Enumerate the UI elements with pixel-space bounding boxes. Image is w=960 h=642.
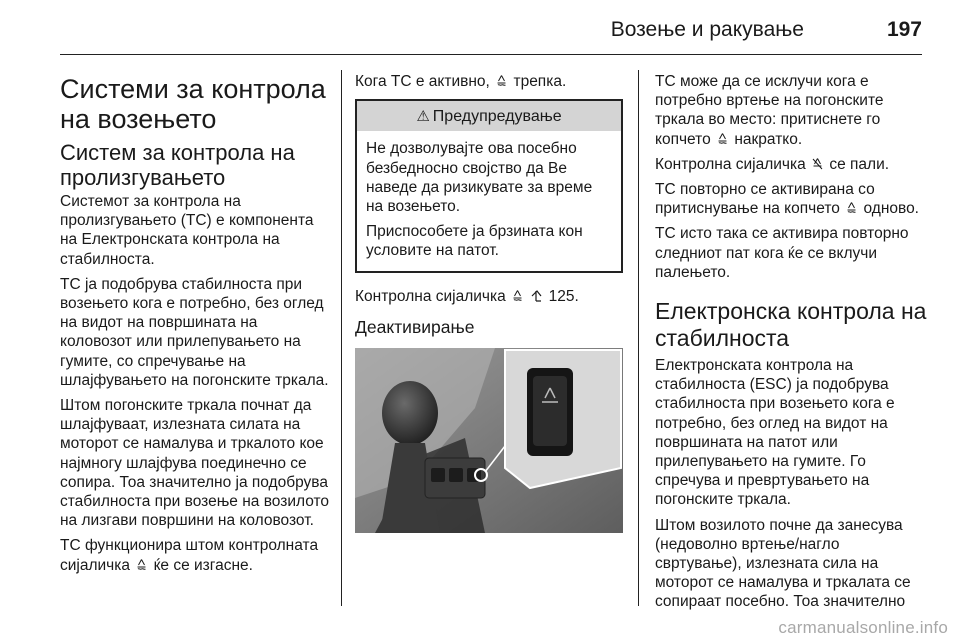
warning-box (355, 99, 623, 272)
paragraph (655, 155, 927, 174)
paragraph: Штом погонските тркала почнат да шлајфуваат, излезната силата на моторот се намалува и тркалото кое најмногу шлајфува поединечно се сопира. Тоа значително ја подобрува стабилноста при возење на возилото на лизгави површини на коловозот. (60, 397, 330, 530)
paragraph: Системот за контрола на пролизгувањето (TC) е компонента на Електронската контрола на стабилноста. (60, 193, 314, 268)
text-run: Контролна сијаличка (355, 287, 506, 305)
text-run: Контролна сијаличка (655, 155, 806, 173)
watermark: carmanualsonline.info (778, 618, 948, 637)
column-divider (638, 70, 639, 606)
traction-control-icon (717, 133, 728, 145)
warning-body (357, 131, 621, 270)
column-left (60, 72, 330, 581)
warning-title: Предупредување (432, 108, 562, 126)
traction-control-icon (136, 559, 147, 571)
text-run: 125. (548, 287, 579, 305)
paragraph: Приспособете ја брзината кон условите на патот. (366, 223, 583, 260)
text-run: TC функционира штом контролната сијаличка (60, 537, 319, 574)
text-run: накратко. (734, 130, 803, 148)
paragraph: Не дозволувајте ова посебно безбедносно својство да Ве наведе да ризикувате за време на возењето. (366, 140, 593, 216)
center-console-photo (355, 348, 623, 533)
text-run: се пали. (829, 155, 890, 173)
page-header (60, 12, 922, 52)
page-reference-icon[interactable] (531, 290, 542, 302)
traction-control-icon (512, 290, 523, 302)
column-divider (341, 70, 342, 606)
text-run: Кога TC е активно, (355, 73, 490, 90)
section-heading: Електронска контрола на стабилноста (655, 298, 927, 352)
text-run: одново. (863, 200, 919, 218)
subsection-heading: Деактивирање (355, 316, 475, 337)
traction-control-icon (846, 202, 857, 214)
paragraph (355, 72, 623, 91)
text-run: ќе се изгасне. (153, 556, 253, 574)
header-rule (60, 54, 922, 55)
text-run: TC повторно се активирана со притиснување на копчето (655, 181, 875, 218)
paragraph (655, 180, 927, 218)
column-right (655, 72, 927, 618)
column-middle (355, 72, 623, 533)
warning-header (357, 101, 621, 131)
text-run: трепка. (513, 73, 567, 90)
paragraph (655, 72, 927, 149)
header-title: Возење и ракување (610, 18, 804, 41)
warning-triangle-icon: ⚠ (416, 108, 430, 126)
paragraph: TC ја подобрува стабилноста при возењето кога е потребно, без оглед на видот на површината на коловозот или прилепувањето на гумите, со спречување на шлајфувањето на погонските тркала. (60, 275, 329, 389)
traction-control-off-icon (812, 158, 823, 170)
paragraph (60, 536, 330, 574)
paragraph: TC исто така се активира повторно следниот пат кога ќе се вклучи палењето. (655, 225, 909, 281)
page-number: 197 (886, 18, 922, 41)
text-run: TC може да се исклучи кога е потребно вртење на погонските тркала во место: притиснете го копчето (655, 73, 884, 148)
section-heading: Системи за контрола на возењето (60, 74, 326, 134)
traction-control-icon (496, 75, 507, 87)
paragraph: Електронската контрола на стабилноста (ESC) ја подобрува стабилноста при возењето кога е потребно, без оглед на видот на површината на патот или прилепувањето на гумите. Го спречува и превртувањето на погонските тркала. (655, 357, 895, 509)
paragraph (355, 287, 623, 306)
subsection-heading: Систем за контрола на пролизгувањето (60, 140, 295, 190)
paragraph: Штом возилото почне да занесува (недоволно вртење/нагло свртување), излезната сила на моторот се намалува и тркалата се сопираат посебно. Тоа значително (655, 516, 911, 611)
